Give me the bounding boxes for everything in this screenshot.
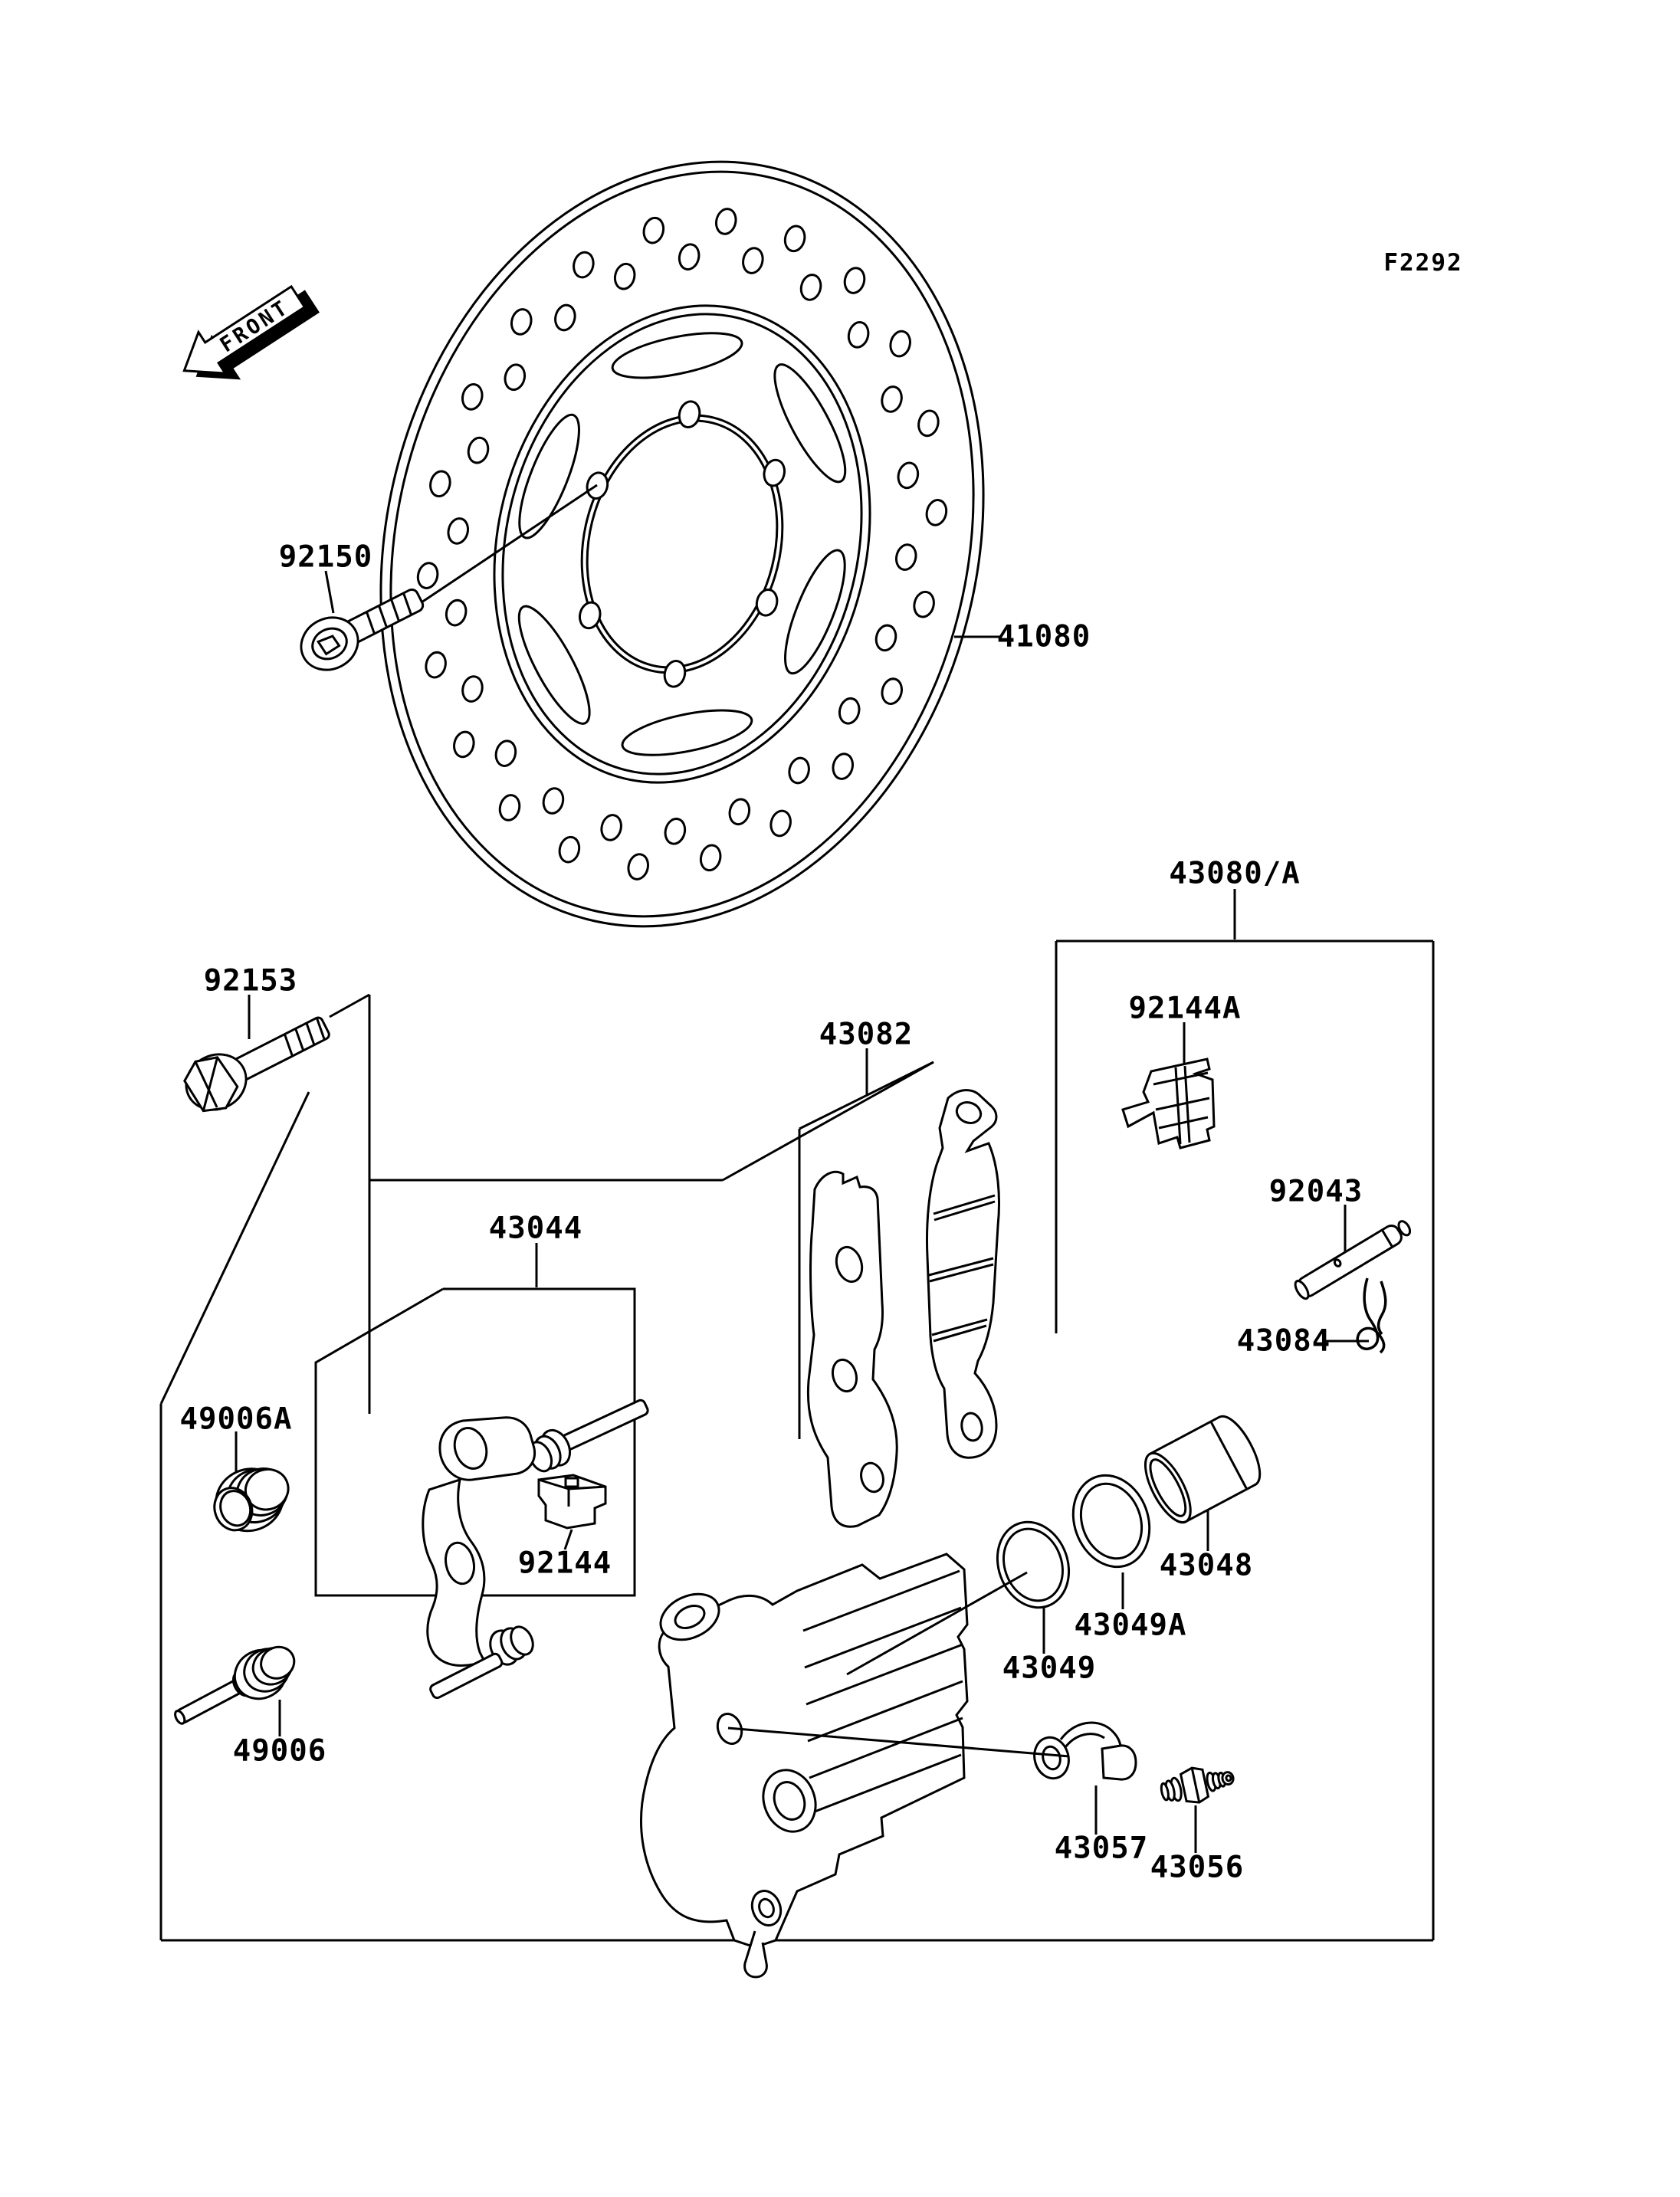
part-label-43044: 43044 — [488, 1211, 583, 1246]
pad-pin-92043 — [1293, 1218, 1413, 1301]
part-label-49006: 49006 — [232, 1733, 327, 1769]
pad-clip-92144 — [539, 1475, 605, 1528]
bleed-valve-43056 — [1158, 1760, 1236, 1810]
front-arrow — [171, 272, 325, 402]
part-label-43049A: 43049A — [1074, 1608, 1187, 1643]
part-label-92144: 92144 — [517, 1546, 612, 1581]
part-label-43049: 43049 — [1002, 1651, 1097, 1686]
figure-code: F2292 — [1383, 249, 1463, 277]
hose-cap-43057 — [1030, 1723, 1136, 1782]
piston-seal-43049A — [1061, 1464, 1162, 1577]
part-label-92144A: 92144A — [1128, 991, 1242, 1026]
front-arrow-label: FRONT — [215, 295, 294, 358]
boot-49006A — [205, 1457, 299, 1541]
mount-bolt-92153 — [176, 1002, 338, 1120]
part-label-92150: 92150 — [278, 539, 373, 575]
part-label-41080: 41080 — [996, 619, 1091, 654]
caliper-bracket-43044 — [423, 1389, 654, 1700]
part-label-92043: 92043 — [1268, 1174, 1363, 1209]
brake-pads-43082 — [808, 1090, 999, 1527]
part-label-49006A: 49006A — [179, 1402, 293, 1437]
dust-seal-43049 — [986, 1512, 1081, 1618]
boot-49006 — [166, 1636, 305, 1740]
caliper-body — [641, 1554, 967, 1977]
part-label-43080-A: 43080/A — [1169, 856, 1301, 891]
disc-holes — [349, 155, 1015, 933]
part-label-43057: 43057 — [1054, 1831, 1149, 1866]
brake-disc — [302, 97, 1061, 991]
piston-43048 — [1137, 1410, 1268, 1529]
disc-bolt-92150 — [292, 575, 431, 680]
pad-spring-92144A — [1123, 1059, 1214, 1148]
part-label-43048: 43048 — [1159, 1548, 1254, 1583]
part-label-43082: 43082 — [819, 1017, 914, 1052]
part-label-43084: 43084 — [1236, 1323, 1331, 1359]
part-label-43056: 43056 — [1150, 1850, 1245, 1885]
part-label-92153: 92153 — [203, 963, 298, 998]
